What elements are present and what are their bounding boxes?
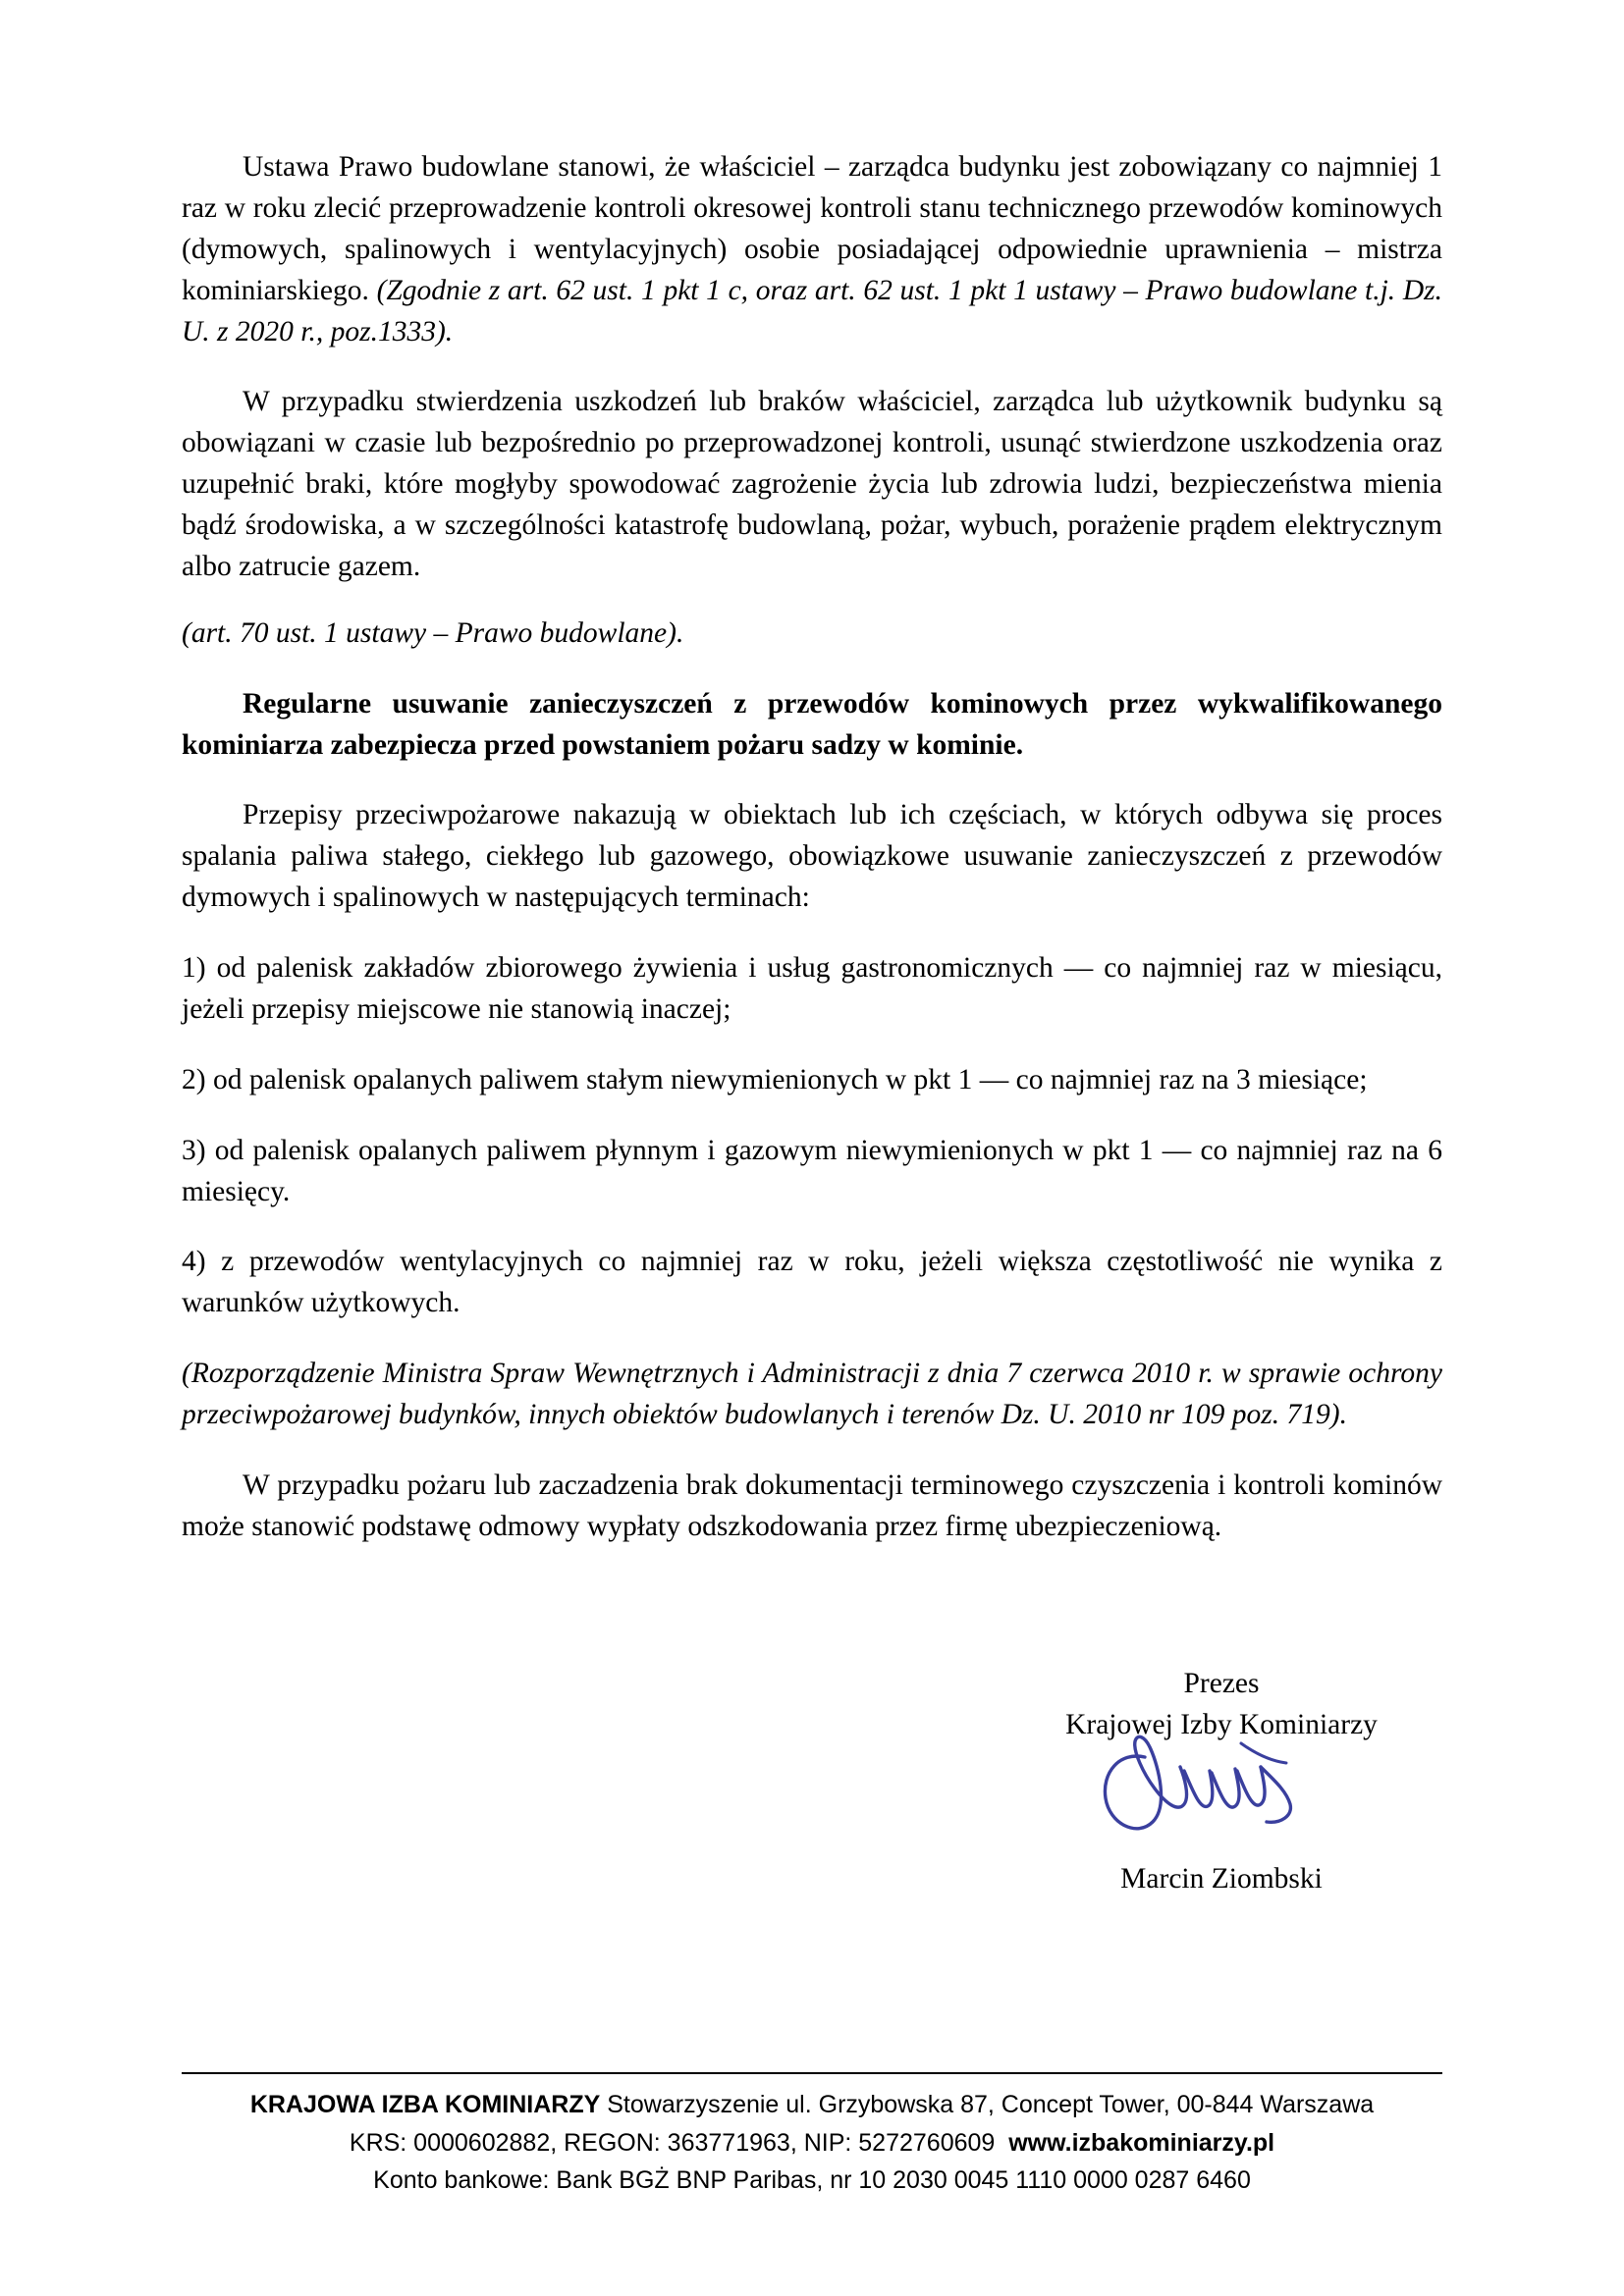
paragraph-citation-regulation-2010: (Rozporządzenie Ministra Spraw Wewnętrznych i Administracji z dnia 7 czerwca 2010 r. w sprawie ochrony przeciwpożarowej budynków, innych obiektów budowlanych i terenów Dz. U. 2010 nr 109 poz. 719).: [182, 1358, 1442, 1430]
paragraph-text: W przypadku stwierdzenia uszkodzeń lub braków właściciel, zarządca lub użytkownik budynku są obowiązani w czasie lub bezpośrednio po przeprowadzonej kontroli, usunąć stwierdzone uszkodzenia oraz uzupełnić braki, które mogłyby spowodować zagrożenie życia lub zdrowia ludzi, bezpieczeństwa mienia bądź środowiska, a w szczególności katastrofę budowlaną, pożar, wybuch, porażenie prądem elektrycznym albo zatrucie gazem.: [182, 386, 1442, 582]
paragraph-highlight-regular-cleaning: Regularne usuwanie zanieczyszczeń z przewodów kominowych przez wykwalifikowanego kominiarza zabezpiecza przed powstaniem pożaru sadzy w kominie.: [182, 687, 1442, 761]
footer-registry-numbers: KRS: 0000602882, REGON: 363771963, NIP: 5272760609: [349, 2128, 996, 2157]
signature-title-line1: Prezes: [1183, 1667, 1260, 1699]
paragraph-citation-art70: [182, 614, 1442, 655]
footer-bank-account: Konto bankowe: Bank BGŻ BNP Paribas, nr 10 2030 0045 1110 0000 0287 6460: [373, 2166, 1251, 2195]
footer-organization: [182, 2086, 1442, 2124]
footer-website-link[interactable]: www.izbakominiarzy.pl: [1008, 2128, 1275, 2157]
paragraph-citation: (Zgodnie z art. 62 ust. 1 pkt 1 c, oraz art. 62 ust. 1 pkt 1 ustawy – Prawo budowlane t.j. Dz. U. z 2020 r., poz.1333).: [182, 274, 1442, 347]
signature-block: [1010, 1664, 1433, 1896]
list-item-3: 3) od palenisk opalanych paliwem płynnym i gazowym niewymienionych w pkt 1 — co najmniej raz na 6 miesięcy.: [182, 1134, 1442, 1207]
signature-title-line2: Krajowej Izby Kominiarzy: [1065, 1708, 1378, 1740]
list-item-4: 4) z przewodów wentylacyjnych co najmniej raz w roku, jeżeli większa częstotliwość nie wynika z warunków użytkowych.: [182, 1246, 1442, 1319]
paragraph-fire-regulations: Przepisy przeciwpożarowe nakazują w obiektach lub ich częściach, w których odbywa się proces spalania paliwa stałego, ciekłego lub gazowego, obowiązkowe usuwanie zanieczyszczeń z przewodów dymowych i spalinowych w następujących terminach:: [182, 799, 1442, 914]
paragraph-damages: [182, 382, 1442, 587]
footer-org-address: Stowarzyszenie ul. Grzybowska 87, Concept Tower, 00-844 Warszawa: [600, 2090, 1375, 2118]
signature-name: Marcin Ziombski: [1120, 1863, 1323, 1896]
paragraph-text: Ustawa Prawo budowlane stanowi, że właściciel – zarządca budynku jest zobowiązany co najmniej 1 raz w roku zlecić przeprowadzenie kontroli okresowej kontroli stanu technicznego przewodów kominowych (dymowych, spalinowych i wentylacyjnych) osobie posiadającej odpowiednie uprawnienia – mistrza kominiarskiego.: [182, 151, 1442, 306]
paragraph-insurance-warning: W przypadku pożaru lub zaczadzenia brak dokumentacji terminowego czyszczenia i kontroli kominów może stanowić podstawę odmowy wypłaty odszkodowania przez firmę ubezpieczeniową.: [182, 1468, 1442, 1542]
paragraph-law-62: [182, 147, 1442, 352]
list-item-2: 2) od palenisk opalanych paliwem stałym niewymienionych w pkt 1 — co najmniej raz na 3 miesiące;: [182, 1063, 1368, 1095]
footer-org-name: KRAJOWA IZBA KOMINIARZY: [249, 2090, 601, 2118]
page-footer: [182, 2072, 1442, 2200]
list-item-1: 1) od palenisk zakładów zbiorowego żywienia i usług gastronomicznych — co najmniej raz w miesiącu, jeżeli przepisy miejscowe nie stanowią inaczej;: [182, 952, 1442, 1025]
paragraph-citation: (art. 70 ust. 1 ustawy – Prawo budowlane).: [182, 616, 684, 649]
footer-registry-line: [182, 2124, 1442, 2163]
handwritten-signature-icon: [1010, 1745, 1433, 1861]
